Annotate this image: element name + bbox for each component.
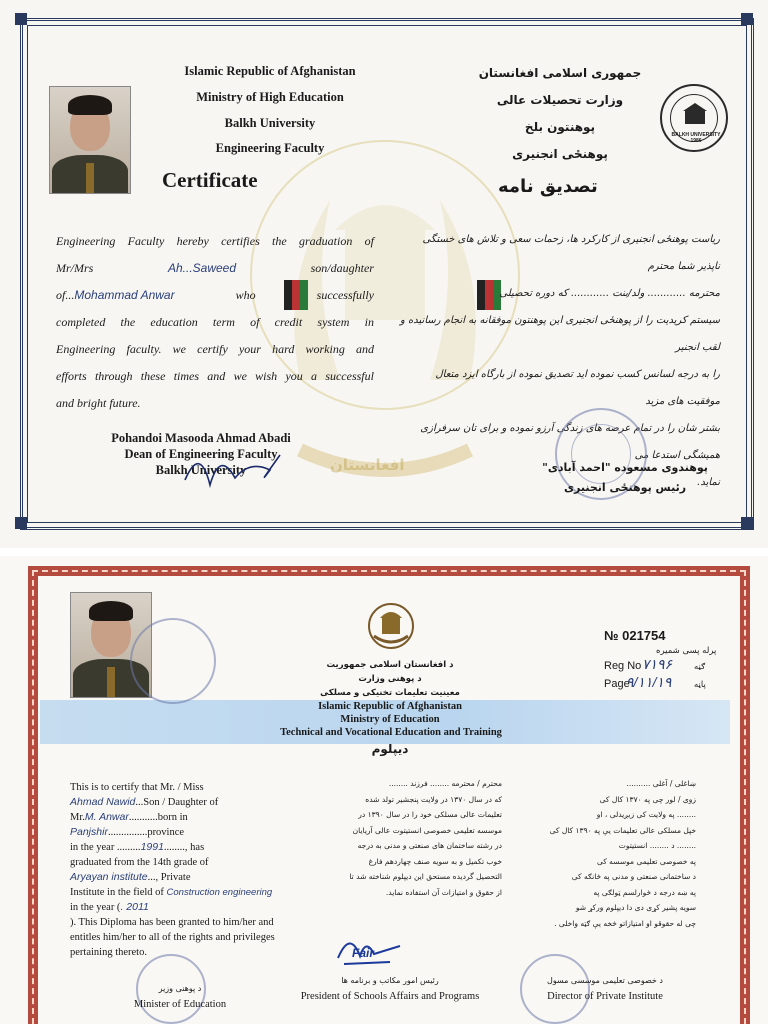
en-body-line: Institute in the field of Construction engineering xyxy=(70,887,273,898)
header-faculty-en: Engineering Faculty xyxy=(215,141,325,155)
corner-ornament-icon xyxy=(741,13,753,25)
body-line-7: and bright future. xyxy=(56,396,141,410)
header-tvet-en: Technical and Vocational Education and Training xyxy=(280,727,502,738)
director-title-en: Director of Private Institute xyxy=(547,991,663,1002)
graduate-photo xyxy=(49,86,131,194)
corner-ornament-icon xyxy=(741,517,753,529)
ps-body-line: ښاغلی / آغلی .......... xyxy=(626,779,696,788)
header-faculty-fa: پوهنځی انجنیری xyxy=(512,147,608,161)
watermark-text: افغانستان xyxy=(330,456,405,474)
header-ministry-en: Ministry of Education xyxy=(340,714,440,725)
diploma-title-fa: دیپلوم xyxy=(371,742,409,756)
fa-body-line: موسسه تعلیمی خصوصی انستیتوت عالی آریایان xyxy=(352,825,502,835)
en-body-line: Panjshir...............province xyxy=(70,826,185,838)
ps-body-line: د ساختمانی صنعتی و مدنی په څانګه کی xyxy=(571,872,696,881)
reg-no-value: ۷۱۹۶ xyxy=(642,656,673,672)
fa-body-line: التحصیل گردیده مستحق این دیپلوم شناخته شد تا xyxy=(349,872,502,881)
ps-body-line: ........ د ........ انستیتوت xyxy=(618,841,696,850)
header-ministry-fa: د پوهنی وزارت xyxy=(358,674,422,684)
photo-stamp-icon xyxy=(130,618,216,704)
handwritten-field: Construction engineering xyxy=(166,887,273,898)
diploma-body-ps xyxy=(516,776,696,931)
ps-body-line: په خصوصی تعلیمی موسسه کی xyxy=(596,856,696,866)
en-body-line: Mr.M. Anwar...........born in xyxy=(70,811,188,823)
ps-body-line: زوی / لور چی په ۱۳۷۰ کال کی xyxy=(599,794,696,804)
ps-body-line: سویه پشیر کړی دی دا دیپلوم ورکړ شو xyxy=(575,903,696,912)
body-line-3: of...Mohammad Anwar who successfully xyxy=(56,288,374,302)
body-line-4: completed the education term of credit system in xyxy=(56,315,374,329)
en-body-line: in the year (. 2011 xyxy=(70,901,149,913)
handwritten-institute: Aryayan institute xyxy=(70,871,148,883)
diploma-body-en xyxy=(70,780,280,960)
page-label: Page xyxy=(604,678,630,690)
signatory-block-fa xyxy=(540,458,710,498)
president-title-en: President of Schools Affairs and Programs xyxy=(300,991,480,1002)
body-line-2: Mr/Mrs Ah...Saweed son/daughter xyxy=(56,255,374,282)
handwritten-name: Ahmad Nawid xyxy=(70,796,136,808)
fa-body-line: ریاست پوهنځی انجنیری از کارکرد ها، زحمات سعی و تلاش های خستگی ناپذیر شما محترم xyxy=(422,234,720,272)
fa-body-line: بشتر شان را در تمام عرصه های زندگی آرزو نموده و برای تان سرفرازی همیشگی استدعا می xyxy=(420,423,720,461)
handwritten-province: Panjshir xyxy=(70,826,108,838)
seal-text: BALKH UNIVERSITY 1986 xyxy=(671,132,721,144)
institute-stamp-icon xyxy=(520,954,590,1024)
serial-number: № 021754 xyxy=(604,628,666,643)
header-country-fa: جمهوری اسلامی افغانستان xyxy=(478,66,642,80)
signatory-title-fa: رئیس پوهنځی انجنیری xyxy=(563,481,687,494)
en-body-line: Ahmad Nawid...Son / Daughter of xyxy=(70,796,219,808)
ps-body-line: ........ په ولایت کی زیږیدلی ، او xyxy=(596,810,696,819)
reg-no-label: Reg No xyxy=(604,660,642,672)
fa-body-line: محترمه ............ ولد/بنت ............ که دوره تحصیلی xyxy=(499,288,720,299)
page-label-fa: پاڼه xyxy=(694,680,706,690)
fa-body-line: از حقوق و امتیازات آن استفاده نماید. xyxy=(385,887,502,897)
signatory-org-en: Balkh University xyxy=(155,463,247,477)
en-body-line: ). This Diploma has been granted to him/her and entitles him/her to all of the rights and privileges pertaining thereto. xyxy=(70,917,275,958)
afghanistan-emblem-icon xyxy=(366,600,416,652)
reg-label-fa: ګڼه xyxy=(694,662,706,672)
corner-ornament-icon xyxy=(15,13,27,25)
fa-body-line: را به درجه لسانس کسب نموده اید تصدیق نموده از بارگاه ایزد متعال موفقیت های مزید xyxy=(435,369,720,407)
header-country-fa: د افغانستان اسلامی جمهوریت xyxy=(326,660,454,670)
body-line-6: efforts through these times and we wish you a successful xyxy=(56,369,374,383)
director-title-fa: د خصوصی تعلیمی موسسی مسول xyxy=(547,976,663,985)
header-country-en: Islamic Republic of Afghanistan xyxy=(318,701,462,712)
fa-body-line: نماید. xyxy=(697,477,720,488)
minister-title-en: Minister of Education xyxy=(133,999,227,1010)
tvet-diploma xyxy=(0,556,768,1024)
header-tvet-fa: معینیت تعلیمات تخنیکی و مسلکی xyxy=(320,688,460,698)
handwritten-father-name: Mohammad Anwar xyxy=(74,288,175,302)
handwritten-graduate-name: Ah...Saweed xyxy=(167,261,237,275)
fa-body-line: که در سال ۱۳۷۰ در ولایت پنجشیر تولد شده xyxy=(365,794,502,804)
ps-body-line: په ښه درجه د څوارلسم ټولګی په xyxy=(593,887,696,897)
fa-body-line: تعلیمات عالی مسلکی خود را در سال ۱۳۹۰ در xyxy=(358,810,502,819)
header-university-en: Balkh University xyxy=(224,116,316,130)
body-line-5: Engineering faculty. we certify your hard working and xyxy=(56,342,374,356)
body-line-1: Engineering Faculty hereby certifies the graduation of xyxy=(56,234,374,248)
en-body-line: graduated from the 14th grade of xyxy=(70,857,209,868)
signatory-name-en: Pohandoi Masooda Ahmad Abadi xyxy=(111,431,291,445)
fa-body-line: محترم / محترمه ........ فرزند ........ xyxy=(388,779,502,788)
dean-signature-icon xyxy=(180,440,290,500)
diploma-body-fa xyxy=(280,776,502,900)
handwritten-birth-year: 1991 xyxy=(140,841,164,853)
corner-ornament-icon xyxy=(15,517,27,529)
balkh-university-seal-icon xyxy=(660,84,728,152)
certificate-title-fa: تصدیق نامه xyxy=(498,176,598,197)
handwritten-grad-year: . 2011 xyxy=(120,901,149,913)
en-body-line: in the year .........1991........, has xyxy=(70,841,205,853)
signatory-name-fa: پوهندوی مسعوده "احمد آبادی" xyxy=(542,461,708,474)
president-title-fa: رئیس امور مکاتب و برنامه ها xyxy=(341,976,439,985)
header-country-en: Islamic Republic of Afghanistan xyxy=(184,64,356,78)
page-value: ۹/۱۱/۱۹ xyxy=(626,674,672,690)
fa-body-line: خوب تکمیل و به سویه صنف چهاردهم فارغ xyxy=(368,856,502,866)
signatory-title-en: Dean of Engineering Faculty xyxy=(124,447,278,461)
en-body-line: Aryayan institute..., Private xyxy=(70,871,191,883)
header-ministry-fa: وزارت تحصیلات عالی xyxy=(496,93,624,107)
ps-body-line: خپل مسلکی عالی تعلیمات یې په ۱۳۹۰ کال کی xyxy=(549,825,696,835)
handwritten-father: M. Anwar xyxy=(84,811,129,823)
certificate-body-en xyxy=(56,228,374,417)
ps-body-line: چی له حقوقو او امتیازاتو څخه یې ګټه واخلی . xyxy=(554,918,696,928)
en-body-line: This is to certify that Mr. / Miss xyxy=(70,782,204,793)
fa-body-line: سیستم کریدیت را از پوهنځی انجنیری این پوهنتون موفقانه به انجام رسانیده و لقب انجنیر xyxy=(400,315,720,353)
serial-label-fa: پرله پسی شمیره xyxy=(656,646,717,656)
header-ministry-en: Ministry of High Education xyxy=(196,90,344,104)
certificate-title-en: Certificate xyxy=(162,168,258,192)
fa-body-line: در رشته ساختمان های صنعتی و مدنی به درجه xyxy=(357,841,502,850)
minister-title-fa: د پوهنی وزیر xyxy=(158,984,202,993)
header-university-fa: پوهنتون بلخ xyxy=(524,120,596,134)
signature-text: Fair xyxy=(352,946,375,960)
